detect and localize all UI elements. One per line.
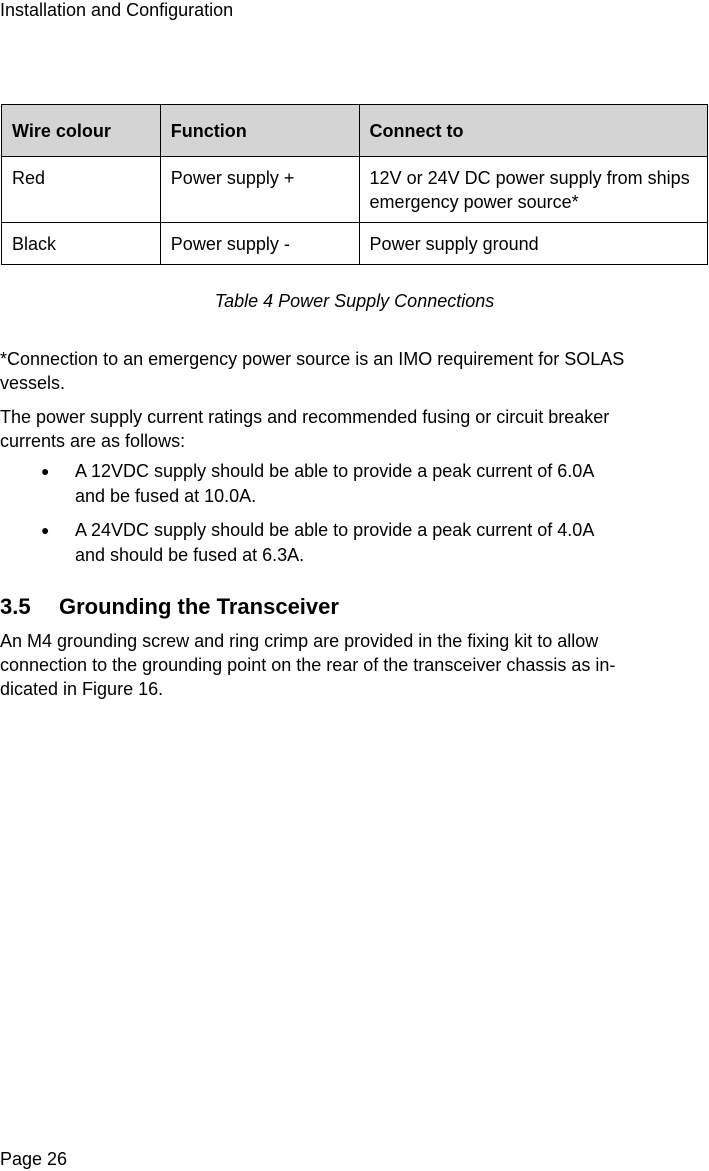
- section-body: [0, 629, 709, 701]
- bullet-icon: ●: [41, 522, 50, 538]
- running-header: Installation and Configuration: [0, 0, 234, 20]
- list-item-line: A 24VDC supply should be able to provide a peak current of 4.0A: [75, 520, 595, 540]
- column-header-function: Function: [160, 105, 359, 157]
- table-row: [2, 157, 708, 223]
- table-cell-connect-to: Power supply ground: [359, 223, 707, 265]
- power-supply-table: [1, 104, 708, 265]
- footnote-paragraph: [0, 347, 709, 395]
- table-row: [2, 223, 708, 265]
- page-number: Page 26: [0, 1149, 68, 1169]
- ratings-line: currents are as follows:: [0, 431, 186, 451]
- section-body-line: An M4 grounding screw and ring crimp are provided in the fixing kit to allow: [0, 631, 599, 651]
- table-header-row: [2, 105, 708, 157]
- footnote-line: vessels.: [0, 373, 66, 393]
- list-item-line: and be fused at 10.0A.: [75, 486, 257, 506]
- table-cell-function: Power supply -: [160, 223, 359, 265]
- column-header-connect-to: Connect to: [359, 105, 707, 157]
- list-item-line: and should be fused at 6.3A.: [75, 545, 305, 565]
- column-header-wire-colour: Wire colour: [2, 105, 161, 157]
- table-cell-wire-colour: Black: [2, 223, 161, 265]
- table-caption: Table 4 Power Supply Connections: [214, 291, 495, 311]
- list-item-text: [75, 459, 709, 509]
- list-item-line: A 12VDC supply should be able to provide a peak current of 6.0A: [75, 461, 595, 481]
- ratings-paragraph: [0, 405, 709, 453]
- section-title: Grounding the Transceiver: [59, 594, 339, 619]
- section-body-line: dicated in Figure 16.: [0, 679, 164, 699]
- section-heading: [0, 594, 339, 620]
- ratings-line: The power supply current ratings and recommended fusing or circuit breaker: [0, 407, 610, 427]
- table-cell-wire-colour: Red: [2, 157, 161, 223]
- section-number: 3.5: [0, 594, 31, 619]
- table-cell-function: Power supply +: [160, 157, 359, 223]
- footnote-line: *Connection to an emergency power source is an IMO requirement for SOLAS: [0, 349, 625, 369]
- section-body-line: connection to the grounding point on the rear of the transceiver chassis as in-: [0, 655, 616, 675]
- list-item-text: [75, 518, 709, 568]
- table-cell-connect-to: 12V or 24V DC power supply from ships emergency power source*: [359, 157, 707, 223]
- bullet-icon: ●: [41, 463, 50, 479]
